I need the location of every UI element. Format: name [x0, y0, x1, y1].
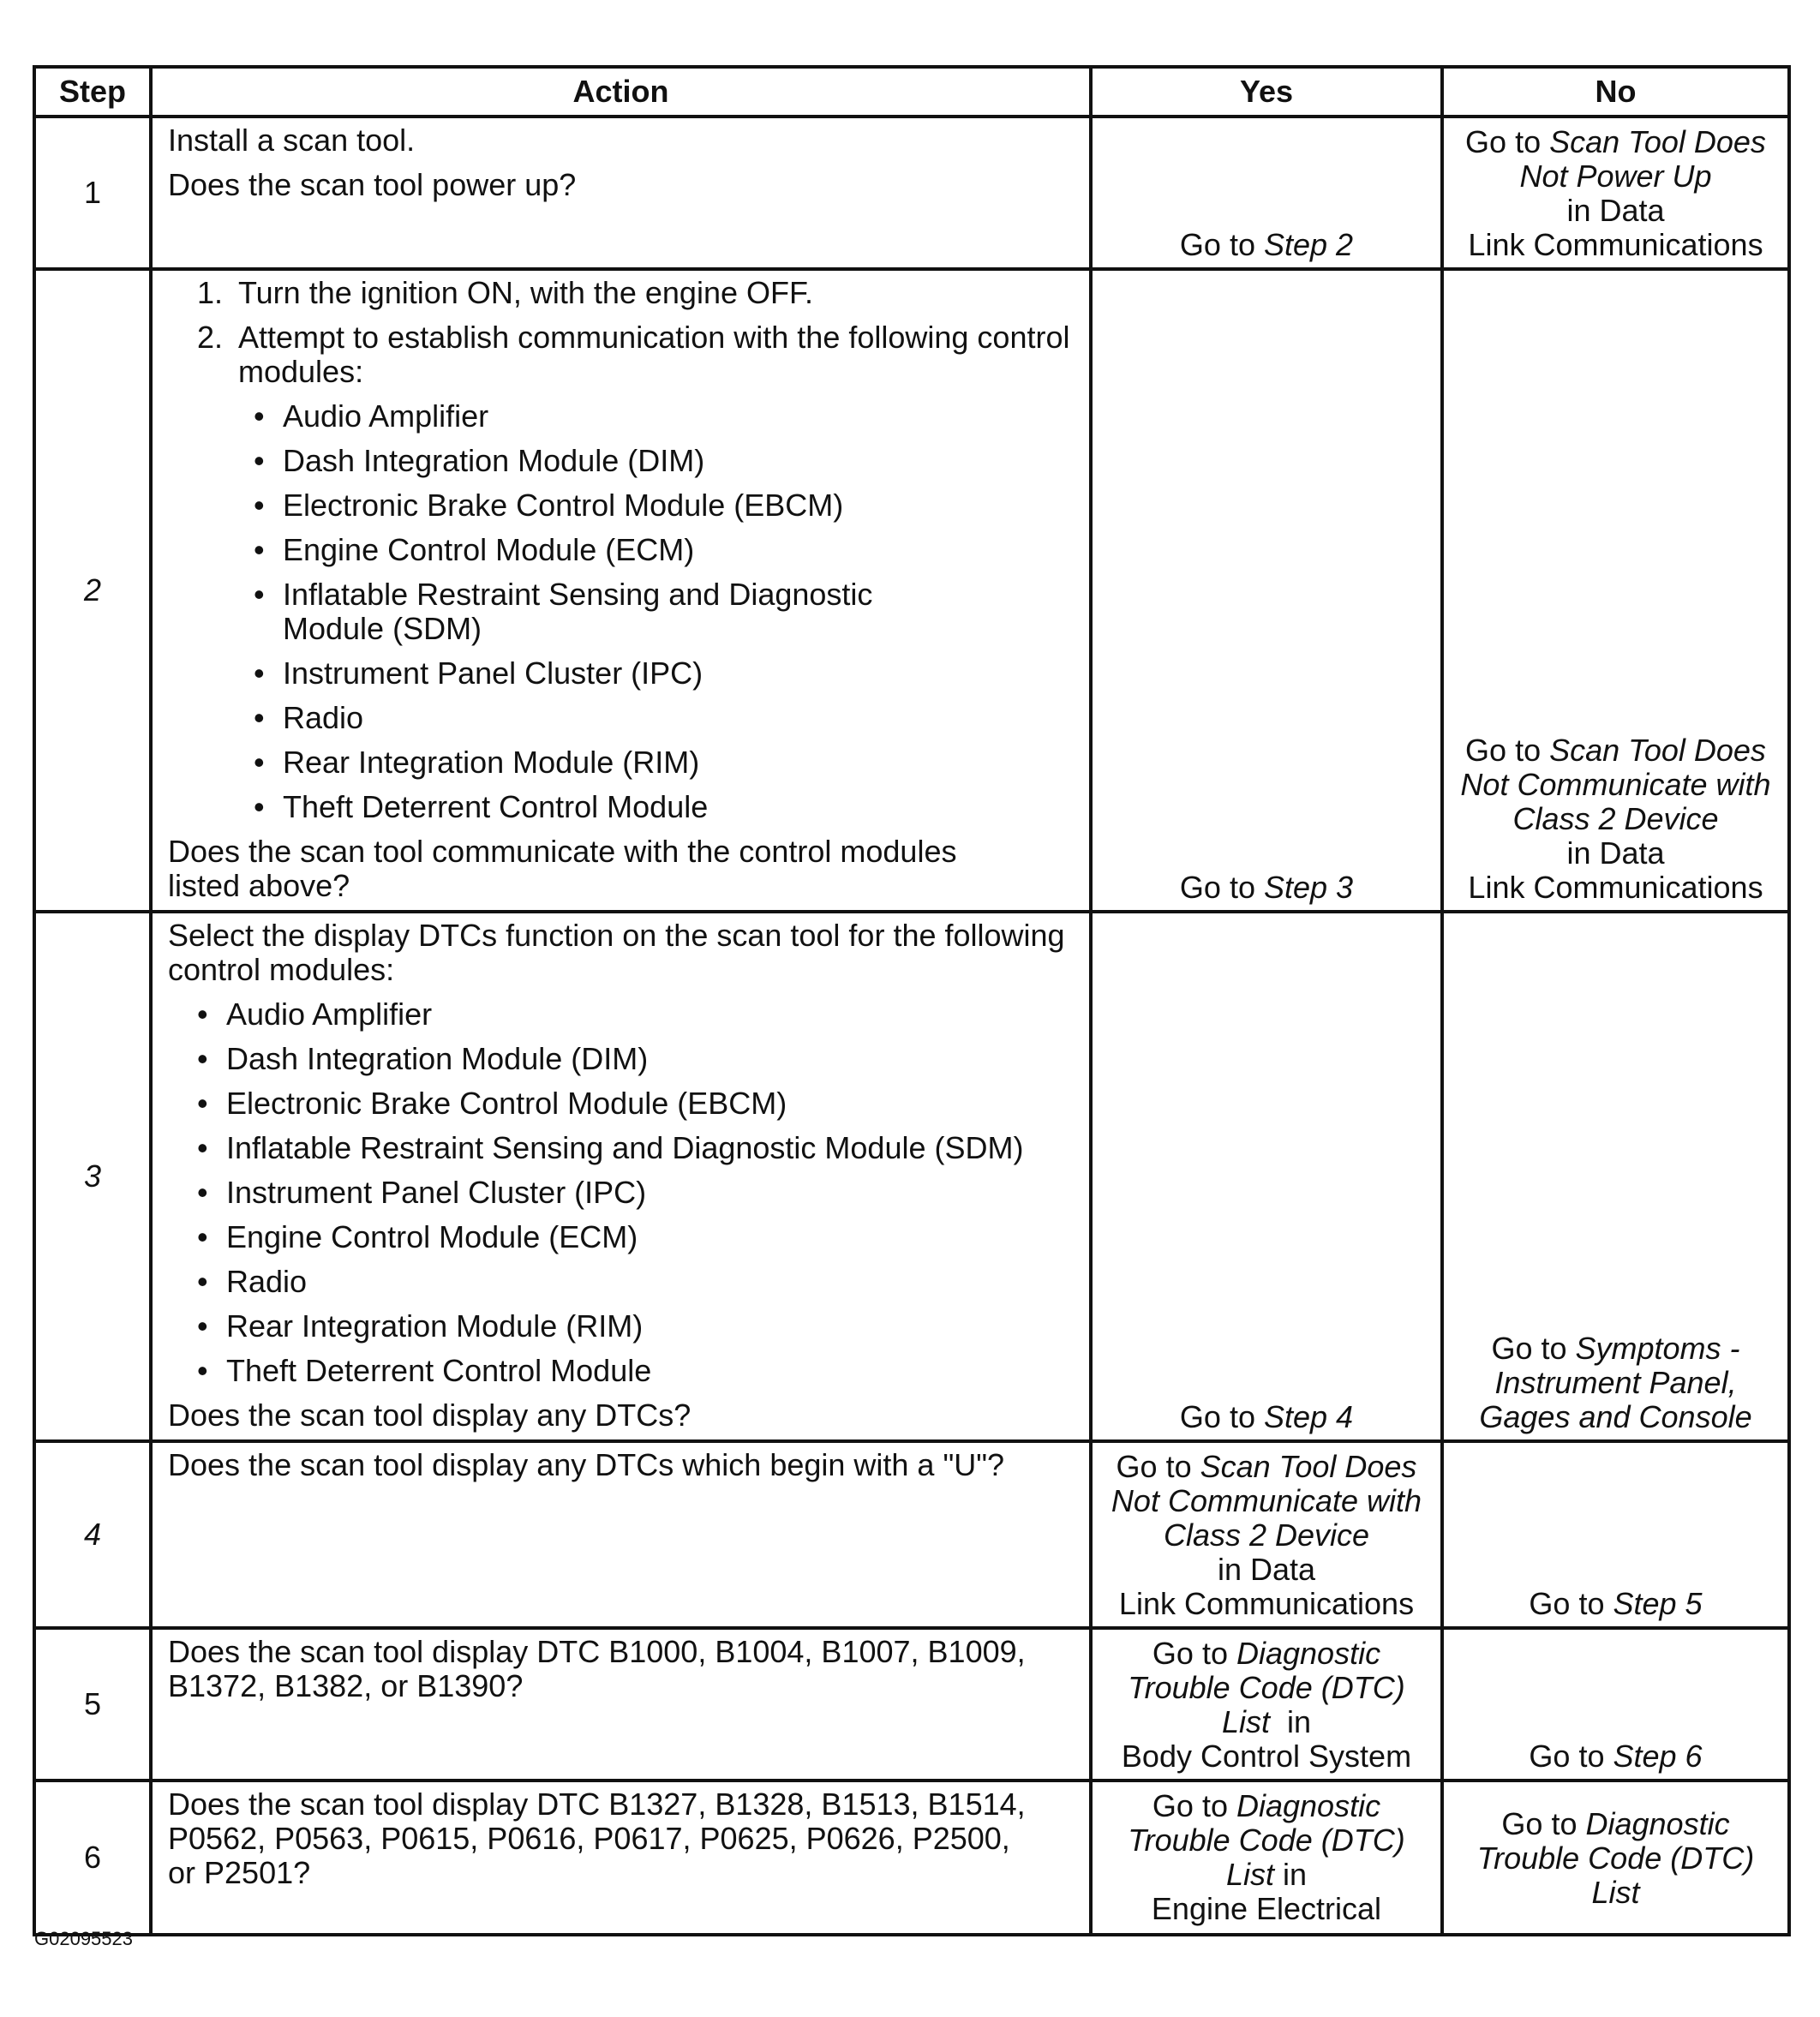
yes-prefix: Go to — [1152, 1788, 1236, 1823]
reference-location: Link Communications — [1118, 1586, 1415, 1621]
action-text: Select the display DTCs function on the scan tool for the following control modules: — [168, 918, 1065, 987]
yes-cell — [1091, 269, 1442, 912]
yes-cell — [1091, 1781, 1442, 1935]
step-link[interactable]: Step 2 — [1263, 227, 1354, 262]
yes-prefix: Go to — [1179, 227, 1264, 262]
list-item: • Theft Deterrent Control Module — [254, 789, 709, 824]
reference-location: in — [1270, 1704, 1312, 1739]
step-number: 3 — [34, 912, 151, 1441]
table-row — [34, 1441, 1789, 1628]
header-no: No — [1442, 67, 1789, 117]
reference-link-cont[interactable]: Not Power Up — [1519, 159, 1712, 194]
action-cell — [151, 912, 1091, 1441]
table-row — [34, 269, 1789, 912]
reference-location: Body Control System — [1121, 1739, 1412, 1774]
reference-link-cont[interactable]: Trouble Code (DTC) — [1128, 1822, 1405, 1858]
yes-prefix: Go to — [1179, 870, 1264, 905]
reference-link[interactable]: Scan Tool Does — [1549, 124, 1766, 159]
action-question: Does the scan tool display any DTCs which begin with a "U"? — [168, 1447, 1005, 1482]
no-cell — [1442, 1628, 1789, 1781]
no-prefix: Go to — [1465, 733, 1550, 768]
yes-cell — [1091, 912, 1442, 1441]
action-cell — [151, 1781, 1091, 1935]
reference-link-cont[interactable]: List — [1591, 1875, 1640, 1910]
reference-location: in Data — [1217, 1552, 1316, 1587]
reference-link[interactable]: Symptoms - — [1575, 1331, 1740, 1366]
list-item: • Rear Integration Module (RIM) — [197, 1308, 644, 1344]
figure-id: G02095523 — [34, 1928, 133, 1949]
list-item: • Theft Deterrent Control Module — [197, 1353, 652, 1388]
reference-link-cont[interactable]: Class 2 Device — [1163, 1517, 1370, 1553]
no-prefix: Go to — [1529, 1739, 1613, 1774]
header-step: Step — [34, 67, 151, 117]
action-text: Install a scan tool. — [168, 123, 416, 158]
header-row — [34, 67, 1789, 117]
no-prefix: Go to — [1465, 124, 1550, 159]
list-item: 1. Turn the ignition ON, with the engine OFF. — [197, 275, 813, 310]
list-item: • Engine Control Module (ECM) — [254, 532, 695, 567]
reference-location: in Data — [1566, 193, 1665, 228]
step-number: 2 — [34, 269, 151, 912]
list-item: • Rear Integration Module (RIM) — [254, 745, 700, 780]
action-question: Does the scan tool power up? — [168, 167, 577, 202]
reference-link-cont[interactable]: Class 2 Device — [1512, 801, 1719, 836]
step-number: 5 — [34, 1628, 151, 1781]
reference-link[interactable]: Diagnostic — [1236, 1788, 1381, 1823]
reference-link[interactable]: Scan Tool Does — [1549, 733, 1766, 768]
table-row — [34, 117, 1789, 269]
step-number: 6 — [34, 1781, 151, 1935]
action-question: Does the scan tool display DTC B1327, B1328, B1513, B1514, P0562, P0563, P0615, P0616, P0617, P0625, P0626, P2500, or P2501? — [168, 1787, 1026, 1890]
list-item: • Instrument Panel Cluster (IPC) — [254, 655, 703, 691]
yes-cell — [1091, 1441, 1442, 1628]
list-item: • Audio Amplifier — [197, 997, 433, 1032]
no-cell — [1442, 117, 1789, 269]
reference-link[interactable]: Diagnostic — [1585, 1806, 1730, 1841]
no-cell — [1442, 1781, 1789, 1935]
reference-link-cont[interactable]: Instrument Panel, — [1494, 1365, 1737, 1400]
action-cell — [151, 269, 1091, 912]
reference-link[interactable]: Diagnostic — [1236, 1636, 1381, 1671]
reference-link-cont[interactable]: Trouble Code (DTC) — [1128, 1670, 1405, 1705]
module-list — [168, 997, 1075, 1388]
step-number: 1 — [34, 117, 151, 269]
no-cell — [1442, 269, 1789, 912]
action-question: Does the scan tool display any DTCs? — [168, 1398, 691, 1433]
reference-link-cont[interactable]: Not Communicate with — [1111, 1483, 1422, 1518]
list-item: • Dash Integration Module (DIM) — [254, 443, 705, 478]
reference-link-cont[interactable]: Gages and Console — [1479, 1399, 1752, 1434]
action-question: Does the scan tool communicate with the control modules listed above? — [168, 834, 957, 903]
action-question: Does the scan tool display DTC B1000, B1004, B1007, B1009, B1372, B1382, or B1390? — [168, 1634, 1026, 1703]
list-item: • Electronic Brake Control Module (EBCM) — [197, 1086, 787, 1121]
reference-link[interactable]: Scan Tool Does — [1200, 1449, 1417, 1484]
no-prefix: Go to — [1491, 1331, 1576, 1366]
table-row — [34, 912, 1789, 1441]
list-item: • Inflatable Restraint Sensing and Diagnostic Module (SDM) — [197, 1130, 1024, 1165]
table-row — [34, 1781, 1789, 1935]
reference-location: in Data — [1566, 835, 1665, 871]
step-link[interactable]: Step 3 — [1263, 870, 1354, 905]
step-link[interactable]: Step 5 — [1613, 1586, 1703, 1621]
yes-cell — [1091, 117, 1442, 269]
action-cell — [151, 1441, 1091, 1628]
reference-link-cont[interactable]: List — [1221, 1704, 1270, 1739]
yes-prefix: Go to — [1152, 1636, 1236, 1671]
no-cell — [1442, 912, 1789, 1441]
list-item: 2. Attempt to establish communication with the following control modules: — [197, 320, 1070, 389]
step-number: 4 — [34, 1441, 151, 1628]
table-row — [34, 1628, 1789, 1781]
diagnostic-table — [33, 65, 1791, 1936]
list-item: • Engine Control Module (ECM) — [197, 1219, 638, 1254]
list-item: • Instrument Panel Cluster (IPC) — [197, 1175, 647, 1210]
list-item: • Electronic Brake Control Module (EBCM) — [254, 488, 844, 523]
list-item: • Radio — [197, 1264, 308, 1299]
step-link[interactable]: Step 4 — [1263, 1399, 1354, 1434]
list-item: • Dash Integration Module (DIM) — [197, 1041, 649, 1076]
reference-location: Link Communications — [1468, 870, 1763, 905]
yes-prefix: Go to — [1116, 1449, 1200, 1484]
step-link[interactable]: Step 6 — [1613, 1739, 1703, 1774]
reference-location: Link Communications — [1468, 227, 1763, 262]
yes-cell — [1091, 1628, 1442, 1781]
list-item: • Radio — [254, 700, 364, 735]
reference-link-cont[interactable]: Not Communicate with — [1460, 767, 1771, 802]
yes-prefix: Go to — [1179, 1399, 1264, 1434]
header-yes: Yes — [1091, 67, 1442, 117]
action-cell — [151, 1628, 1091, 1781]
reference-location: in — [1274, 1857, 1308, 1892]
module-list — [168, 399, 1075, 824]
no-prefix: Go to — [1501, 1806, 1586, 1841]
list-item: • Inflatable Restraint Sensing and Diagnostic Module (SDM) — [254, 577, 873, 646]
action-cell — [151, 117, 1091, 269]
header-action: Action — [151, 67, 1091, 117]
reference-link-cont[interactable]: List — [1225, 1857, 1274, 1892]
list-item: • Audio Amplifier — [254, 398, 489, 434]
numbered-list — [168, 276, 1075, 389]
no-cell — [1442, 1441, 1789, 1628]
no-prefix: Go to — [1529, 1586, 1613, 1621]
reference-location: Engine Electrical — [1151, 1891, 1382, 1926]
reference-link-cont[interactable]: Trouble Code (DTC) — [1476, 1840, 1755, 1876]
